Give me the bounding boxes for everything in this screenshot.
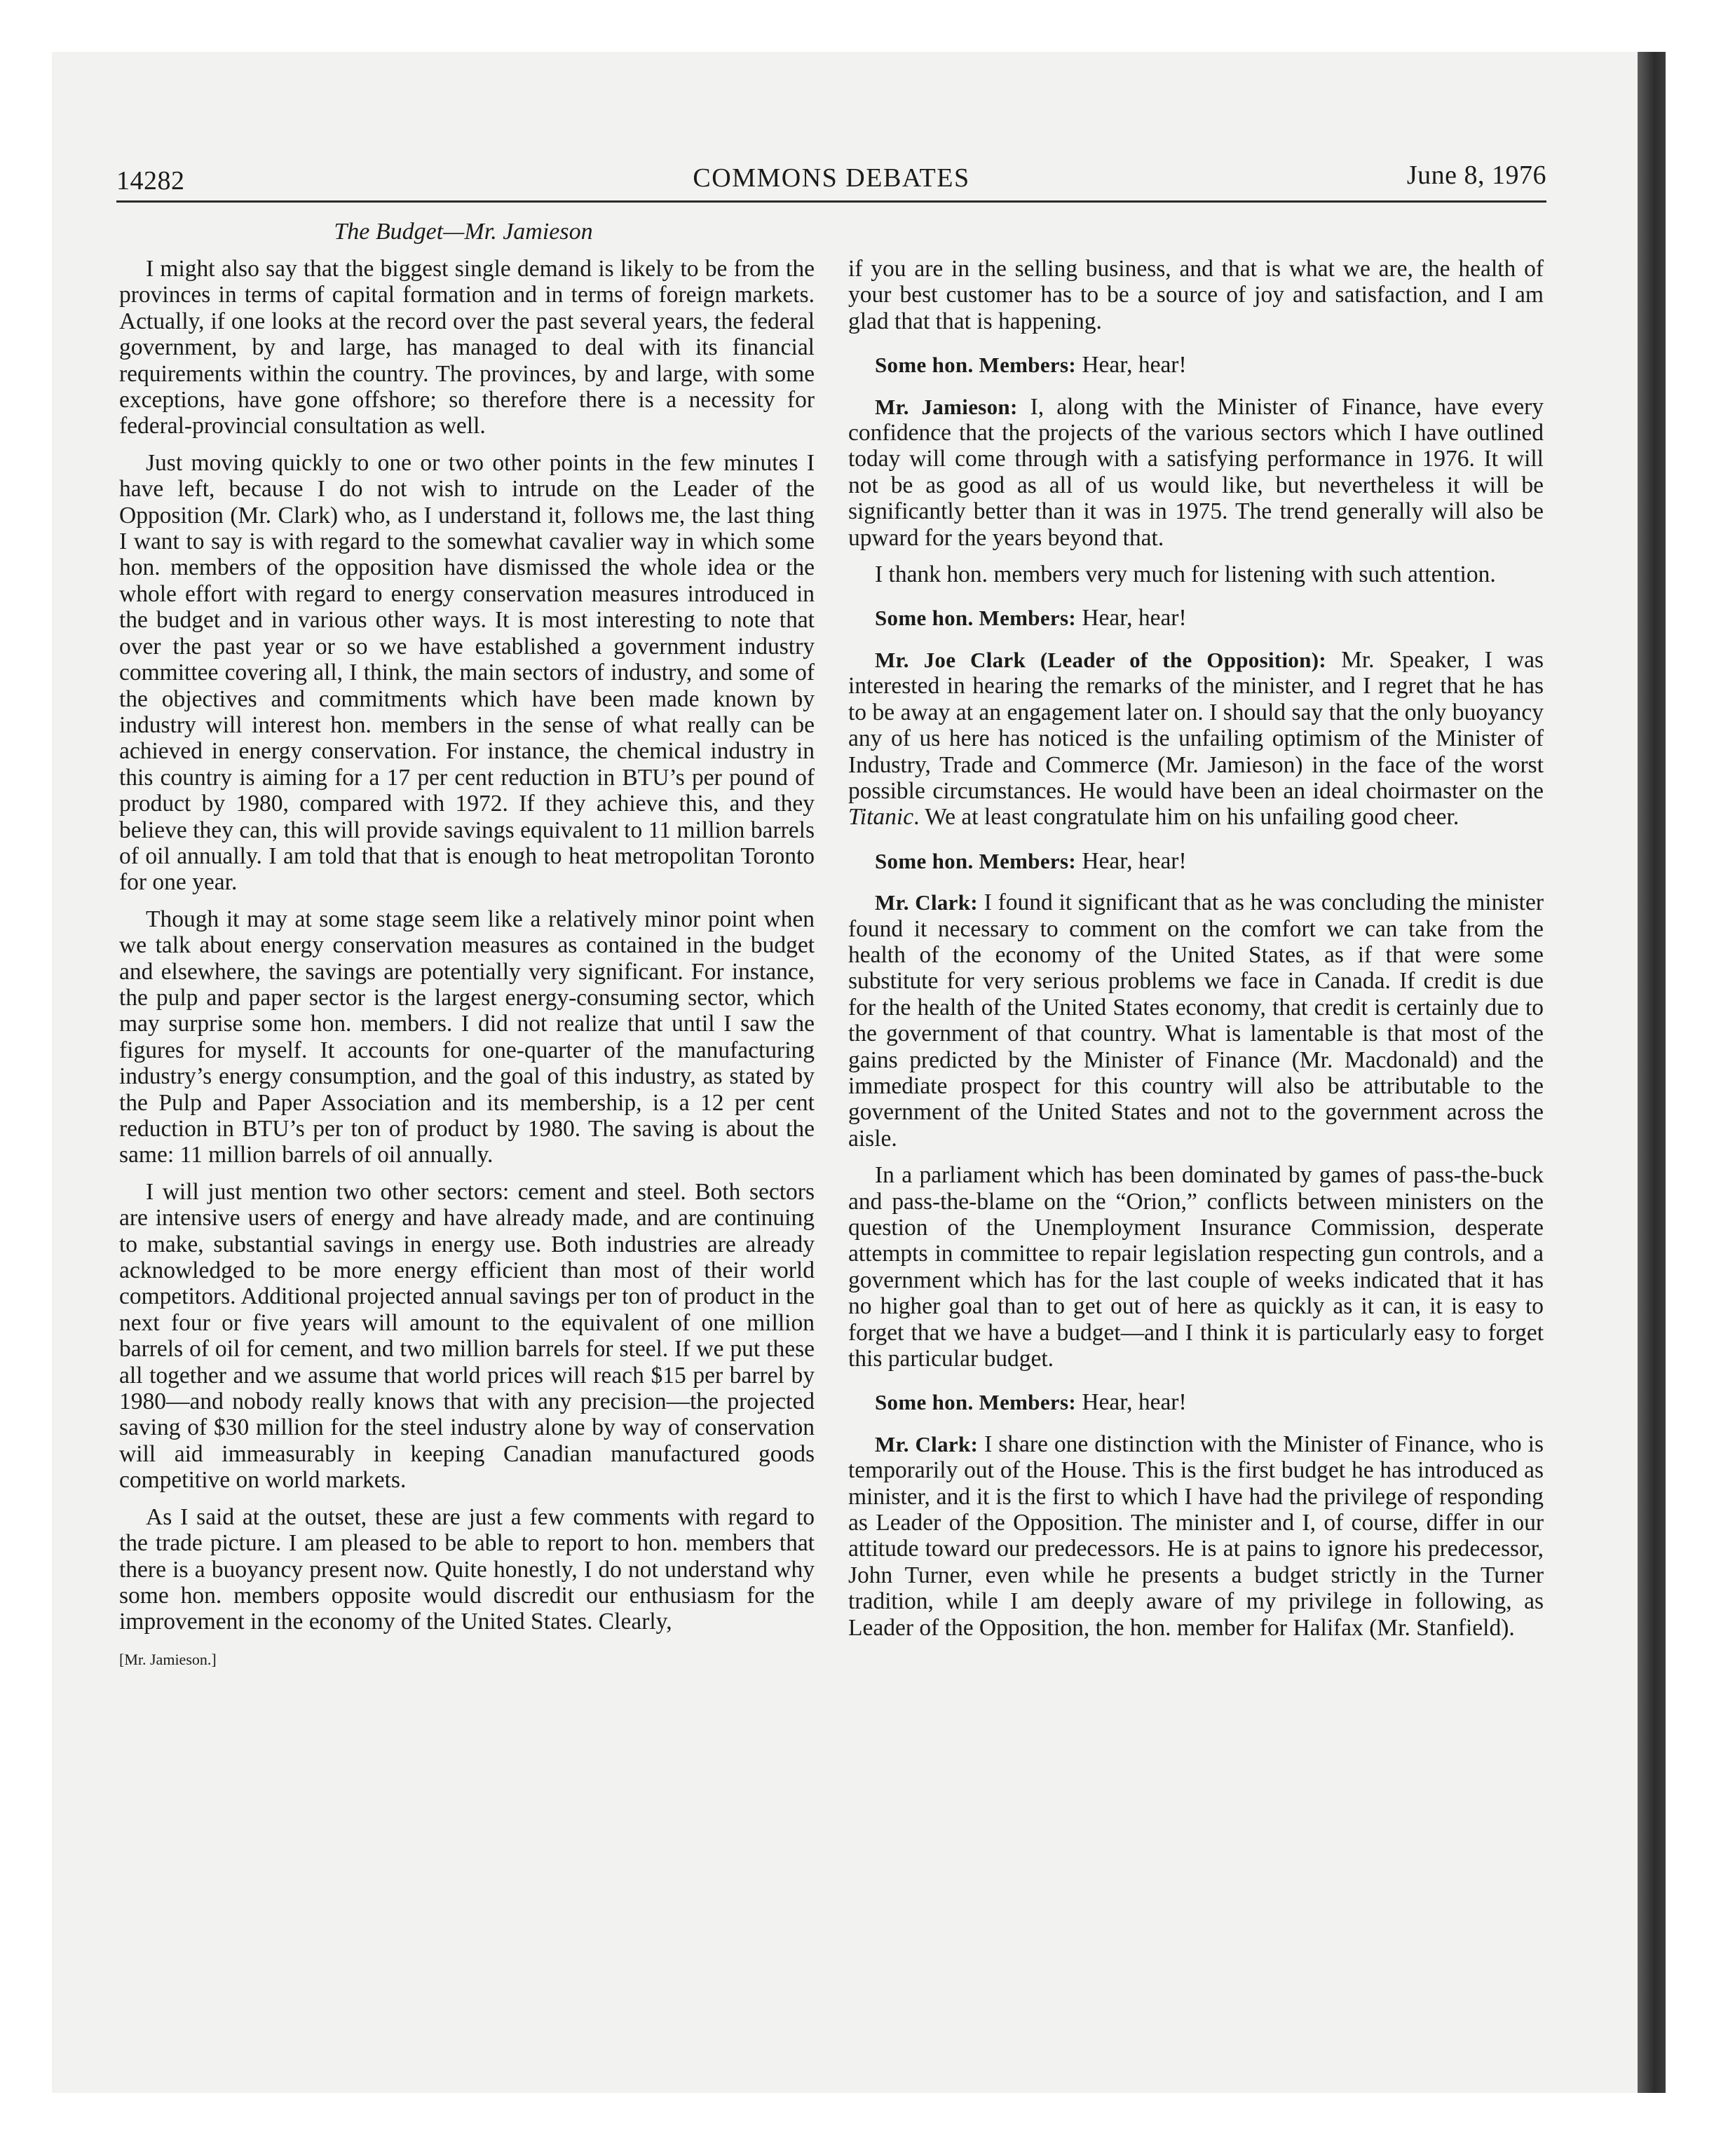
speech-paragraph <box>848 647 1544 831</box>
members-reaction <box>848 352 1544 378</box>
italic-ship-name: Titanic <box>848 804 914 831</box>
paragraph: I will just mention two other sectors: cement and steel. Both sectors are intensive users of energy and have already made, and are continuing to make, substantial savings in energy use. Both industries are already acknowledged to be more energy efficient than most of their world competitors. Additional projected annual savings per ton of product in the next four or five years will amount to the equivalent of one million barrels of oil for cement, and two million barrels for steel. If we put these all together and we assume that world prices will reach $15 per barrel by 1980—and nobody really knows that with any precision—the projected saving of $30 million for the steel industry alone by way of conservation will aid immeasurably in keeping Canadian manufactured goods competitive on world markets. <box>119 1178 815 1494</box>
paragraph: I thank hon. members very much for listening with such attention. <box>875 561 1496 588</box>
speech-text: I, along with the Minister of Finance, have every confidence that the projects of the various sectors which I have outlined today will come through with a satisfying performance in 1976. It will not be as good as all of us would like, but nevertheless it will be significantly better than it was in 1975. The trend generally will also be upward for the years beyond that. <box>848 393 1544 551</box>
right-column <box>848 256 1544 1651</box>
members-reaction <box>848 1389 1544 1415</box>
speaker-name: Mr. Joe Clark (Leader of the Opposition): <box>875 647 1326 672</box>
speaker-attribution: [Mr. Jamieson.] <box>119 1650 217 1668</box>
paragraph: As I said at the outset, these are just a few comments with regard to the trade picture. I am pleased to be able to report to hon. members that there is a buoyancy present now. Quite honestly, I do not understand why some hon. members opposite would discredit our enthusiasm for the improvement in the economy of the United States. Clearly, <box>119 1503 815 1635</box>
page-number: 14282 <box>116 166 185 196</box>
members-reaction <box>848 848 1544 874</box>
reaction-text: Hear, hear! <box>1075 352 1187 378</box>
speech-paragraph <box>848 1431 1544 1641</box>
paragraph: Though it may at some stage seem like a relatively minor point when we talk about energy conservation measures as contained in the budget and elsewhere, the savings are potentially very significant. For instance, the pulp and paper sector is the largest energy-consuming sector, which may surprise some hon. members. I did not realize that until I saw the figures for myself. It accounts for one-quarter of the manufacturing industry’s energy consumption, and the goal of this industry, as stated by the Pulp and Paper Association and its membership, is a 12 per cent reduction in BTU’s per ton of product by 1980. The saving is about the same: 11 million barrels of oil annually. <box>119 906 815 1168</box>
speech-paragraph <box>848 394 1544 551</box>
header-rule <box>116 200 1546 203</box>
speaker-name: Mr. Jamieson: <box>875 394 1018 419</box>
speaker-name: Some hon. Members: <box>875 606 1076 631</box>
page-header <box>116 160 1546 199</box>
speech-text: I found it significant that as he was concluding the minister found it necessary to comment on the comfort we can take from the health of the economy of the United States, as if that were some substitute for very serious problems we face in Canada. If credit is due for the health of the United States economy, that credit is certainly due to the government of that country. What is lamentable is that most of the gains predicted by the Minister of Finance (Mr. Macdonald) and the immediate prospect for this country will also be attributable to the government of the United States and not to the government across the aisle. <box>848 889 1544 1152</box>
speech-text: I share one distinction with the Minister of Finance, who is temporarily out of the House. This is the first budget he has introduced as minister, and it is the first to which I have had the privilege of responding as Leader of the Opposition. The minister and I, of course, differ in our attitude toward our predecessors. He is at pains to ignore his predecessor, John Turner, even while he presents a budget strictly in the Turner tradition, while I am deeply aware of my privilege in following, as Leader of the Opposition, the hon. member for Halifax (Mr. Stanfield). <box>848 1431 1544 1641</box>
paragraph-continued: if you are in the selling business, and that is what we are, the health of your best customer has to be a source of joy and satisfaction, and I am glad that that is happening. <box>848 256 1544 334</box>
speaker-name: Mr. Clark: <box>875 890 978 915</box>
reaction-text: Hear, hear! <box>1075 1389 1187 1416</box>
speech-text: Mr. Speaker, I was interested in hearing the remarks of the minister, and I regret that he has to be away at an engagement later on. I should say that the only buoyancy any of us here has noticed is the unfailing optimism of the Minister of Industry, Trade and Commerce (Mr. Jamieson) in the face of the worst possible circumstances. He would have been an ideal choirmaster on the <box>848 646 1544 804</box>
speaker-name: Mr. Clark: <box>875 1431 979 1456</box>
reaction-text: Hear, hear! <box>1075 847 1187 874</box>
publication-title: COMMONS DEBATES <box>693 163 970 193</box>
speech-text: . We at least congratulate him on his unfailing good cheer. <box>913 804 1460 831</box>
page-date: June 8, 1976 <box>1406 161 1546 190</box>
speech-paragraph <box>848 889 1544 1152</box>
left-column <box>119 256 815 1672</box>
paragraph: In a parliament which has been dominated by games of pass-the-buck and pass-the-blame on the “Orion,” conflicts between ministers on the question of the Unemployment Insurance Commission, desperate attempts in committee to repair legislation respecting gun controls, and a government which has for the last couple of weeks indicated that it has no higher goal than to get out of here as quickly as it can, it is easy to forget that we have a budget—and I think it is particularly easy to forget this particular budget. <box>848 1162 1544 1372</box>
reaction-text: Hear, hear! <box>1075 605 1187 632</box>
running-head: The Budget—Mr. Jamieson <box>334 219 593 245</box>
speaker-name: Some hon. Members: <box>875 1390 1076 1415</box>
speaker-name: Some hon. Members: <box>875 353 1076 378</box>
speaker-name: Some hon. Members: <box>875 848 1076 873</box>
paragraph: I might also say that the biggest single demand is likely to be from the provinces in terms of capital formation and in terms of foreign markets. Actually, if one looks at the record over the past several years, the federal government, by and large, has managed to deal with its financial requirements within the country. The provinces, by and large, with some exceptions, have gone offshore; so therefore there is a necessity for federal-provincial consultation as well. <box>119 256 815 439</box>
members-reaction <box>848 605 1544 631</box>
paragraph: Just moving quickly to one or two other points in the few minutes I have left, because I do not wish to intrude on the Leader of the Opposition (Mr. Clark) who, as I understand it, follows me, the last thing I want to say is with regard to the somewhat cavalier way in which some hon. members of the opposition have dismissed the whole idea or the whole effort with regard to energy conservation measures introduced in the budget and in various other ways. It is most interesting to note that over the past year or so we have established a government industry committee covering all, I think, the main sectors of industry, and some of the objectives and commitments which have been made known by industry will interest hon. members in the sense of what really can be achieved in energy conservation. For instance, the chemical industry in this country is aiming for a 17 per cent reduction in BTU’s per pound of product by 1980, compared with 1972. If they achieve this, and they believe they can, this will provide savings equivalent to 11 million barrels of oil annually. I am told that that is enough to heat metropolitan Toronto for one year. <box>119 449 815 896</box>
scan-edge-shadow <box>1638 52 1666 2093</box>
